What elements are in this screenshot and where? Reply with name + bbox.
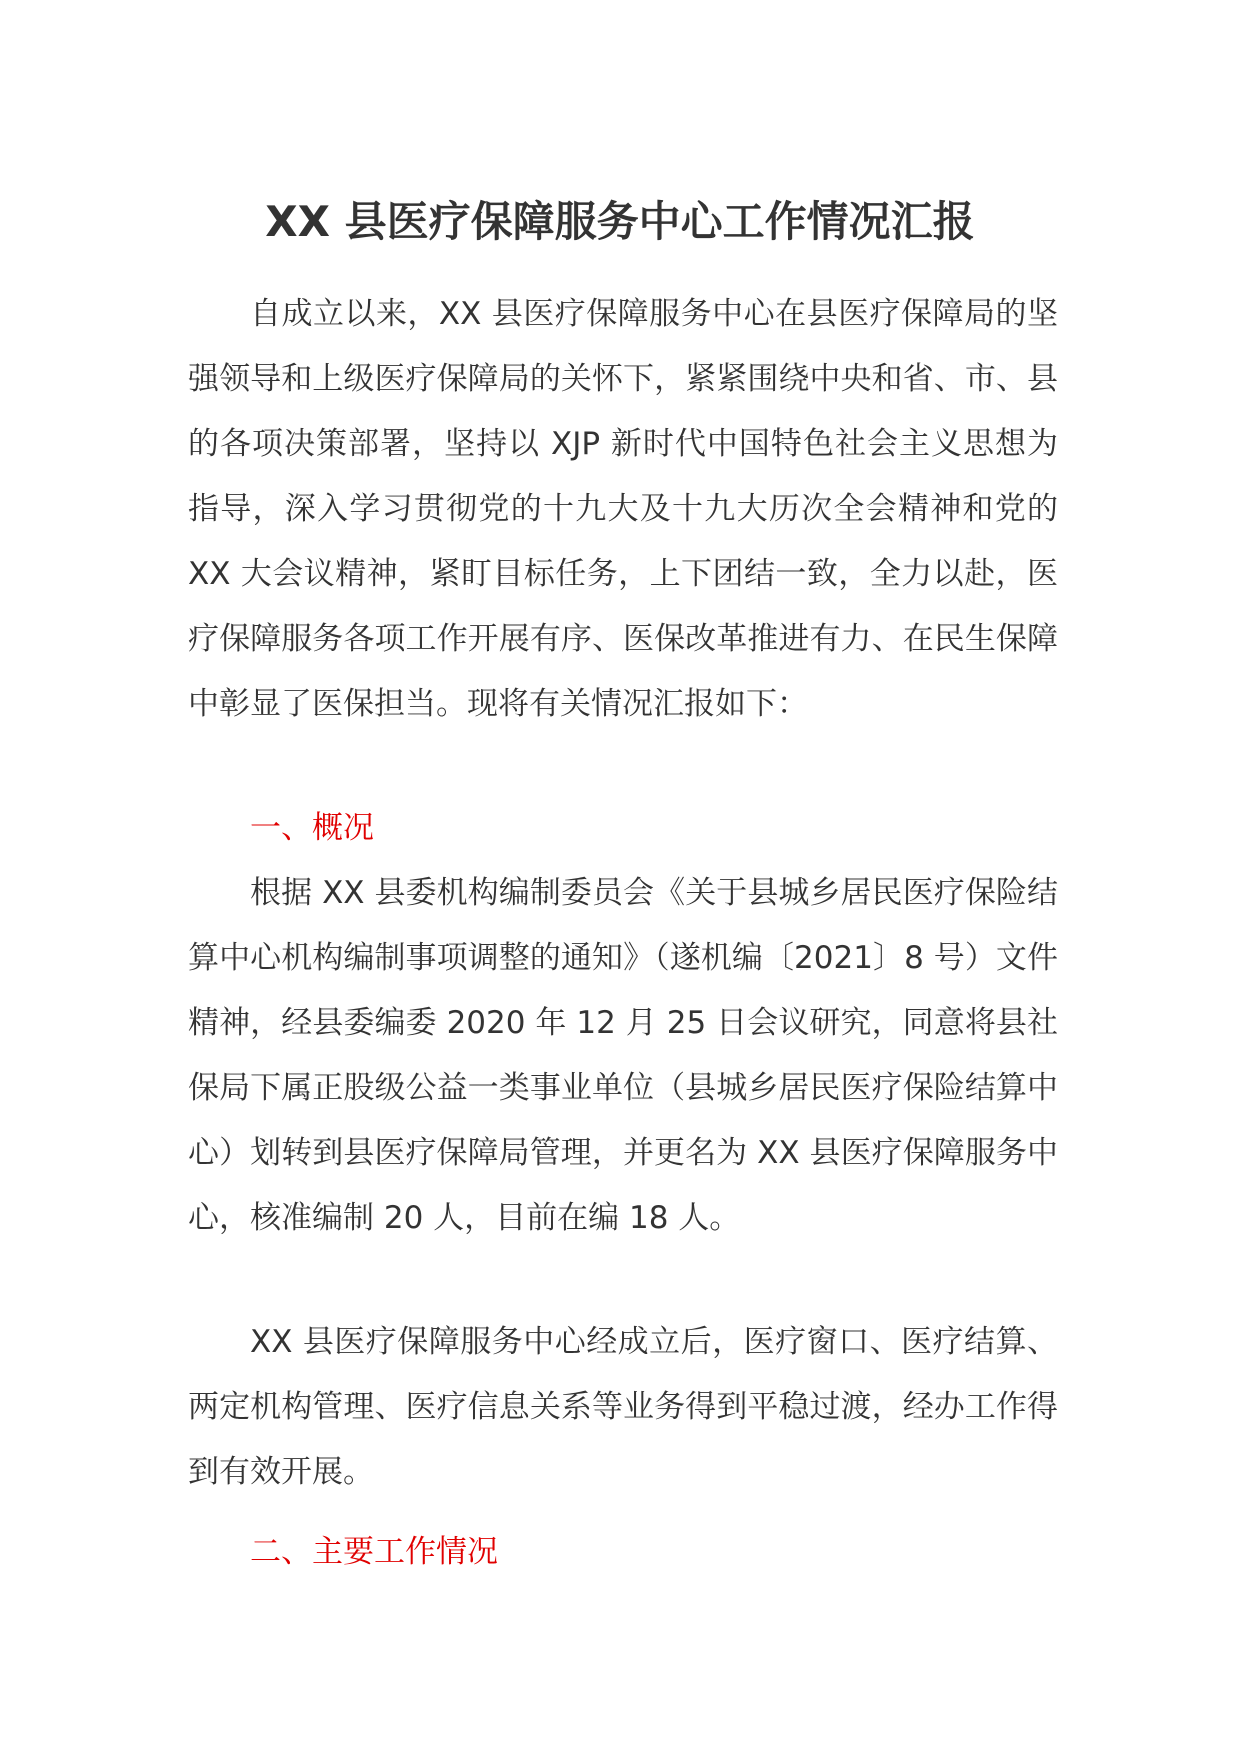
intro-paragraph: 自成立以来，XX 县医疗保障服务中心在县医疗保障局的坚强领导和上级医疗保障局的关怀下，紧紧围绕中央和省、市、县的各项决策部署，坚持以 XJP 新时代中国特色社会主义思想为指导，深入学习贯彻党的十九大及十九大历次全会精神和党的 XX 大会议精神，紧盯目标任务，上下团结一致，全力以赴，医疗保障服务各项工作开展有序、医保改革推进有力、在民生保障中彰显了医保担当。现将有关情况汇报如下： [188,296,1058,722]
document-title: XX 县医疗保障服务中心工作情况汇报 [265,197,975,246]
section-heading-main-work: 二、主要工作情况 [250,1534,498,1570]
overview-paragraph: 根据 XX 县委机构编制委员会《关于县城乡居民医疗保险结算中心机构编制事项调整的通知》（遂机编〔2021〕8 号）文件精神，经县委编委 2020 年 12 月 25 日会议研究，同意将县社保局下属正股级公益一类事业单位（县城乡居民医疗保险结算中心）划转到县医疗保障局管理，并更名为 XX 县医疗保障服务中心，核准编制 20 人，目前在编 18 人。 [188,875,1058,1236]
section-heading-overview: 一、概况 [250,810,374,846]
overview-paragraph-2: XX 县医疗保障服务中心经成立后，医疗窗口、医疗结算、两定机构管理、医疗信息关系等业务得到平稳过渡，经办工作得到有效开展。 [188,1324,1058,1490]
